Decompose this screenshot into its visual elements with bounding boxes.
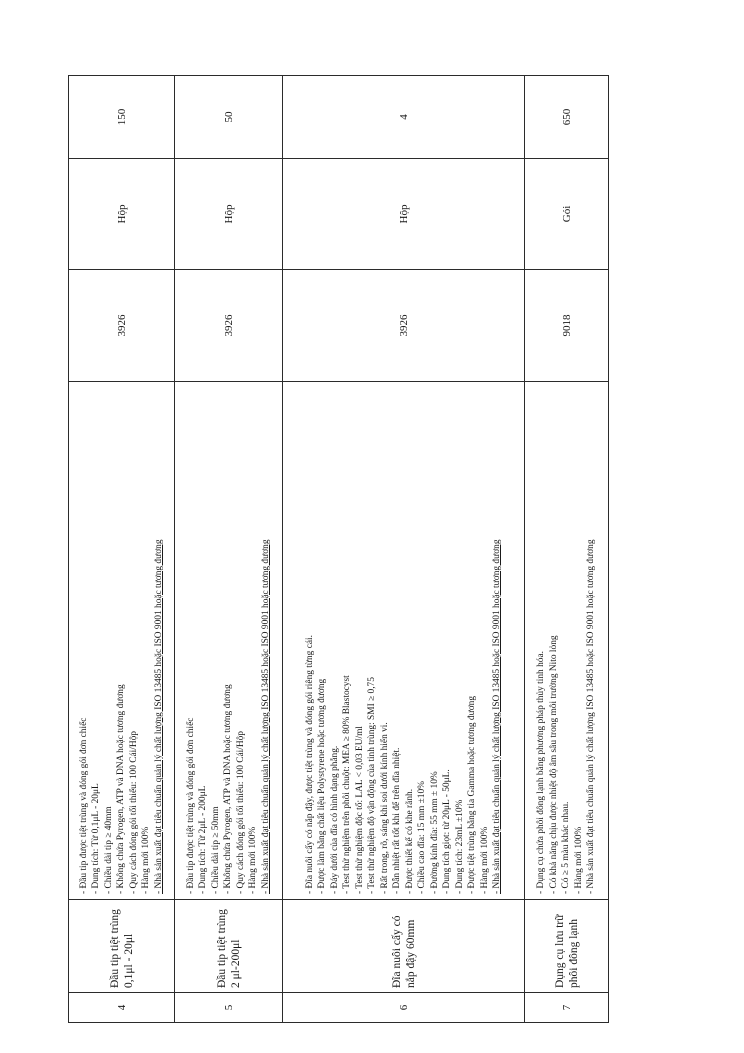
spec-line: - Hàng mới 100% — [141, 826, 152, 894]
spec-line: - Đường kính đĩa: 55 mm ± 10% — [429, 771, 440, 894]
item-name-cell: Dụng cụ lưu trữ phôi đông lạnh — [525, 900, 609, 993]
table-row — [283, 76, 525, 1023]
spec-cell — [525, 382, 609, 900]
code-cell: 3926 — [175, 270, 283, 382]
quantity-cell: 150 — [69, 76, 175, 159]
spec-line: - Dẫn nhiệt rất tốt khi để trên đĩa nhiệt. — [392, 747, 402, 894]
code-cell: 9018 — [525, 270, 609, 382]
stt-cell: 6 — [283, 993, 525, 1023]
item-name-cell: Đĩa nuôi cấy có nắp đậy 60mm — [283, 900, 525, 993]
spec-line: - Đáy dưới của đĩa có hình dạng phẳng. — [329, 745, 340, 894]
spec-cell — [175, 382, 283, 900]
spec-line: - Đầu tip được tiệt trùng và đóng gói đơn chiếc — [78, 717, 89, 894]
spec-line: - Hàng mới 100% — [573, 826, 584, 894]
spec-line: - Dung tích giọt: từ 20μL - 50μL. — [442, 769, 452, 894]
spec-table — [68, 75, 609, 1023]
spec-line: - Đầu tip được tiệt trùng và đóng gói đơn chiếc — [185, 717, 196, 894]
spec-line: - Quy cách đóng gói tối thiểu: 100 Cái/Hộp — [128, 731, 139, 894]
unit-cell: Hộp — [69, 159, 175, 270]
spec-line: - Được làm bằng chất liệu Polystyrene hoặc tương đương — [317, 678, 327, 894]
spec-line: - Hàng mới 100% — [248, 826, 259, 894]
spec-line: - Chiều dài tip ≥ 50mm — [210, 806, 221, 894]
spec-line: - Dụng cụ chứa phôi đông lạnh bằng phương pháp thủy tinh hóa. — [536, 651, 547, 894]
quantity-cell: 650 — [525, 76, 609, 159]
unit-cell: Gói — [525, 159, 609, 270]
spec-line: - Nhà sản xuất đạt tiêu chuẩn quản lý chất lượng ISO 13485 hoặc ISO 9001 hoặc tương đương — [260, 539, 271, 894]
spec-line: - Test thử nghiệm độc tố: LAL < 0,03 EU/ml — [354, 725, 365, 894]
table-row — [175, 76, 283, 1023]
spec-line: - Có khả năng chịu được nhiệt độ âm sâu trong môi trường Nito lỏng — [548, 635, 559, 894]
quantity-cell: 4 — [283, 76, 525, 159]
code-cell: 3926 — [69, 270, 175, 382]
spec-line: - Nhà sản xuất đạt tiêu chuẩn quản lý chất lượng ISO 13485 hoặc ISO 9001 hoặc tương đương — [586, 539, 597, 894]
table-row — [525, 76, 609, 1023]
table-row — [69, 76, 175, 1023]
quantity-cell: 50 — [175, 76, 283, 159]
spec-line: - Hàng mới 100% — [479, 826, 490, 894]
spec-line: - Quy cách đóng gói tối thiểu: 100 Cái/Hộp — [235, 731, 246, 894]
rotated-page — [68, 75, 668, 1023]
item-name-cell: Đầu tip tiệt trùng 2 μl-200μl — [175, 900, 283, 993]
spec-line: - Chiều cao đĩa: 15 mm ±10% — [417, 781, 427, 894]
stt-cell: 4 — [69, 993, 175, 1023]
spec-line: - Dung tích: Từ 0,1μL - 20μL — [91, 783, 102, 894]
unit-cell: Hộp — [175, 159, 283, 270]
spec-line: - Chiều dài tip ≥ 40mm — [103, 806, 114, 894]
stt-cell: 7 — [525, 993, 609, 1023]
spec-line: - Không chứa Pyrogen, ATP và DNA hoặc tương đương — [116, 684, 127, 894]
spec-line: - Được thiết kế có khe rãnh. — [404, 788, 415, 894]
spec-line: - Được tiệt trùng bằng tia Gamma hoặc tương đương — [467, 695, 477, 894]
spec-line: - Đĩa nuôi cấy có nắp đậy, được tiệt trùng và đóng gói riêng từng cái. — [304, 635, 315, 894]
spec-line: - Nhà sản xuất đạt tiêu chuẩn quản lý chất lượng ISO 13485 hoặc ISO 9001 hoặc tương đương — [492, 539, 502, 894]
spec-cell — [69, 382, 175, 900]
spec-cell — [283, 382, 525, 900]
spec-line: - Dung tích: 23mL ±10% — [454, 799, 465, 894]
code-cell: 3926 — [283, 270, 525, 382]
spec-line: - Dung tích: Từ 2μL - 200μL — [198, 785, 209, 894]
spec-line: - Nhà sản xuất đạt tiêu chuẩn quản lý chất lượng ISO 13485 hoặc ISO 9001 hoặc tương đương — [153, 539, 164, 894]
spec-line: - Không chứa Pyrogen, ATP và DNA hoặc tương đương — [223, 684, 234, 894]
unit-cell: Hộp — [283, 159, 525, 270]
item-name-cell: Đầu tip tiệt trùng 0,1μl - 20μl — [69, 900, 175, 993]
spec-line: - Test thử nghiệm độ vận động của tinh trùng: SMI ≥ 0,75 — [367, 677, 377, 894]
spec-line: - Rất trong, rõ, sáng khi soi dưới kính hiển vi. — [379, 722, 390, 894]
stt-cell: 5 — [175, 993, 283, 1023]
spec-line: - Test thử nghiệm trên phôi chuột: MEA ≥ 80% Blastocyst — [342, 675, 352, 894]
spec-line: - Có ≥ 5 màu khác nhau. — [561, 801, 572, 894]
